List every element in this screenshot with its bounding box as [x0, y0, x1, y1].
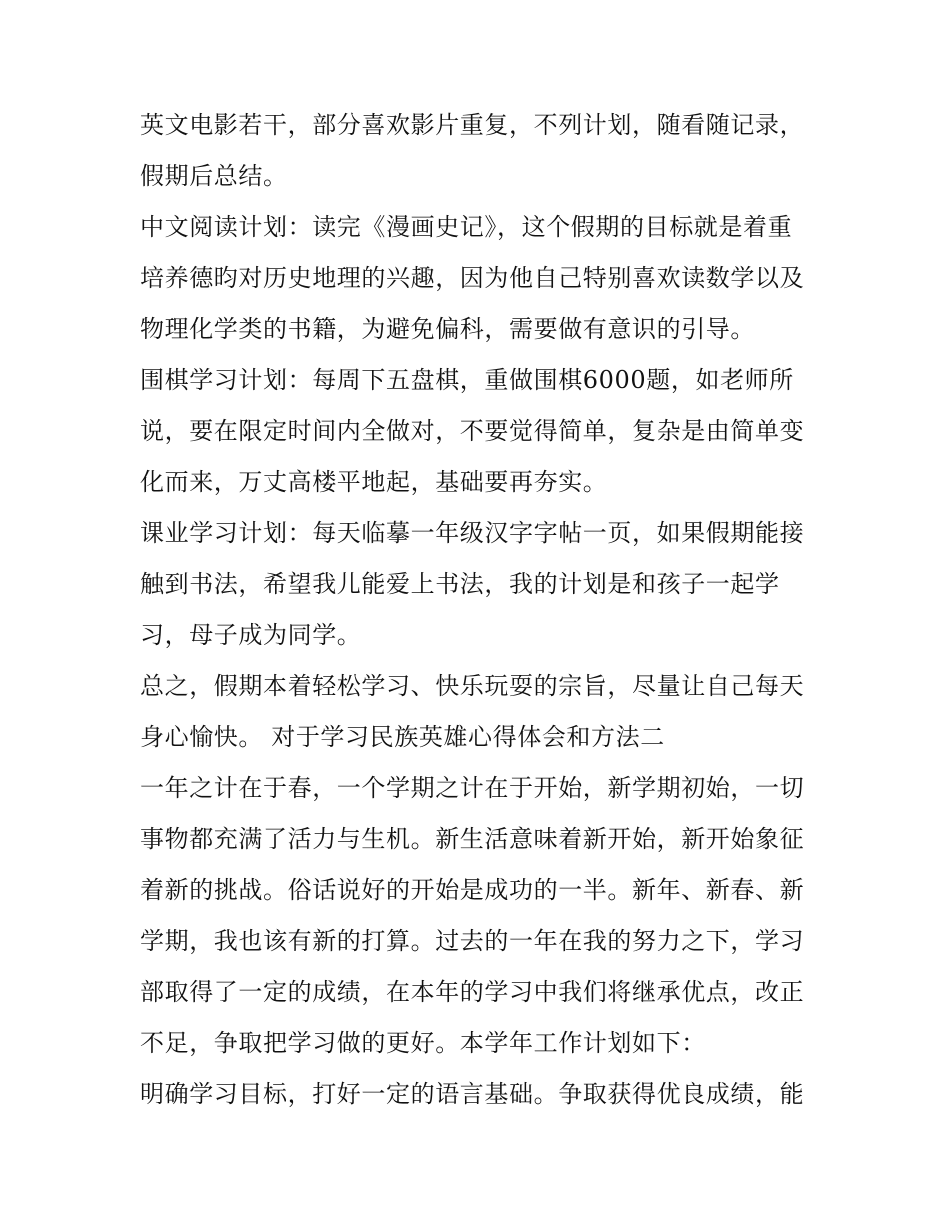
text-line: 课业学习计划：每天临摹一年级汉字字帖一页，如果假期能接: [140, 519, 805, 547]
text-line: 化而来，万丈高楼平地起，基础要再夯实。: [140, 468, 608, 496]
text-line: 触到书法，希望我儿能爱上书法，我的计划是和孩子一起学: [140, 570, 780, 598]
text-line: 假期后总结。: [140, 162, 288, 190]
text-line: 不足，争取把学习做的更好。本学年工作计划如下：: [140, 1029, 706, 1057]
text-line: 中文阅读计划：读完《漫画史记》，这个假期的目标就是着重: [140, 213, 793, 241]
text-line: 部取得了一定的成绩，在本年的学习中我们将继承优点，改正: [140, 978, 805, 1006]
text-line: 说，要在限定时间内全做对，不要觉得简单，复杂是由简单变: [140, 417, 805, 445]
text-line: 着新的挑战。俗话说好的开始是成功的一半。新年、新春、新: [140, 876, 805, 904]
text-line: 总之，假期本着轻松学习、快乐玩耍的宗旨，尽量让自己每天: [140, 672, 805, 700]
text-line: 身心愉快。 对于学习民族英雄心得体会和方法二: [140, 723, 665, 751]
text-line: 培养德昀对历史地理的兴趣，因为他自己特别喜欢读数学以及: [140, 264, 805, 292]
text-line: 英文电影若干，部分喜欢影片重复，不列计划，随看随记录，: [140, 111, 805, 139]
text-line: 学期，我也该有新的打算。过去的一年在我的努力之下，学习: [140, 927, 805, 955]
text-line: 习，母子成为同学。: [140, 621, 362, 649]
text-line: 围棋学习计划：每周下五盘棋，重做围棋6000题，如老师所: [140, 366, 794, 394]
text-line: 物理化学类的书籍，为避免偏科，需要做有意识的引导。: [140, 315, 755, 343]
document-body: [140, 100, 820, 1120]
text-line: 事物都充满了活力与生机。新生活意味着新开始，新开始象征: [140, 825, 805, 853]
text-line: 一年之计在于春，一个学期之计在于开始，新学期初始，一切: [140, 774, 805, 802]
text-line: 明确学习目标，打好一定的语言基础。争取获得优良成绩，能: [140, 1080, 805, 1108]
